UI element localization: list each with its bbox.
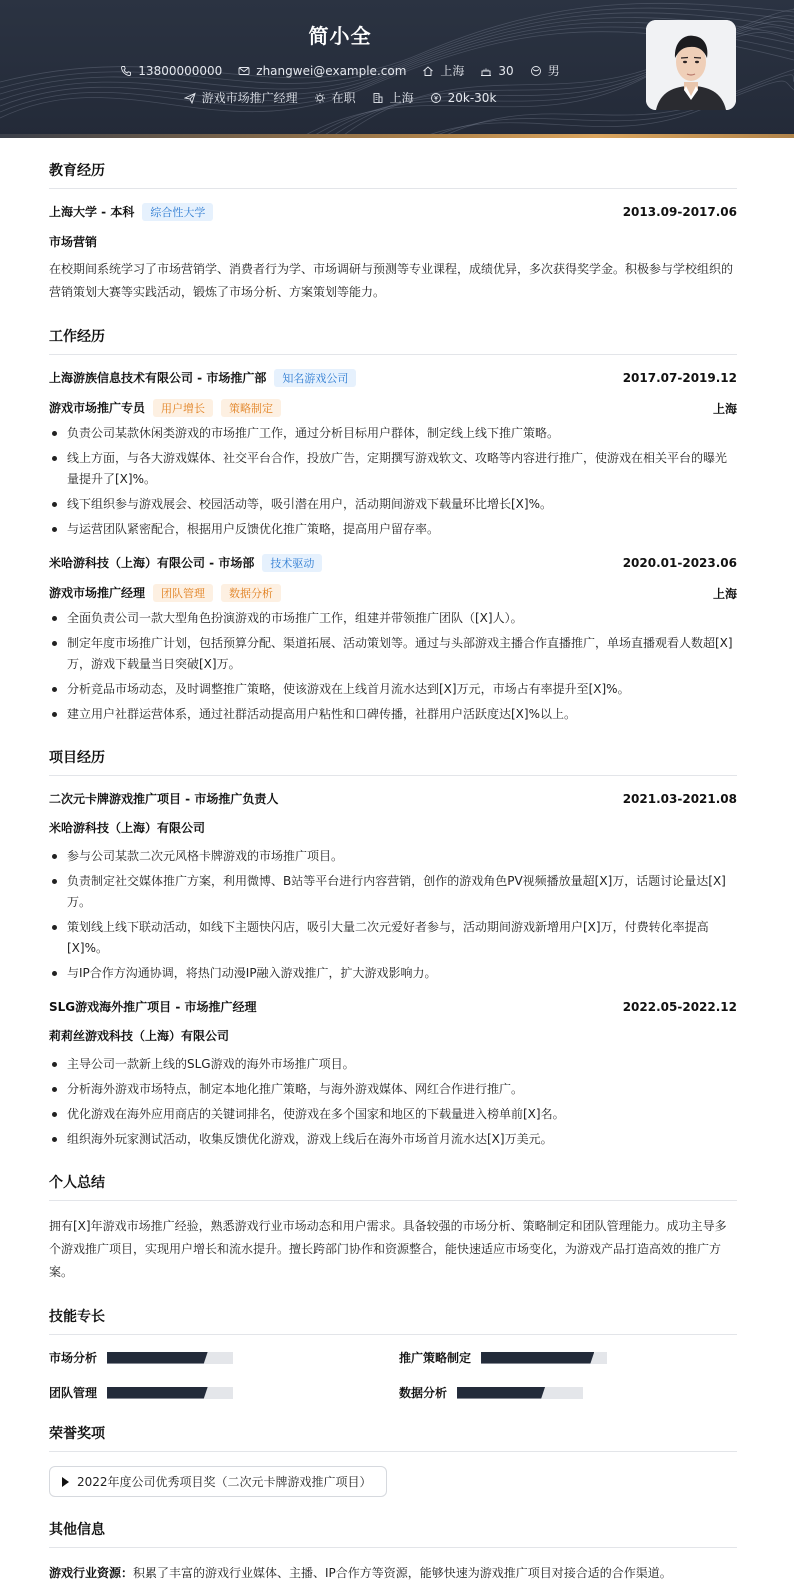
- work-entry-head: [49, 369, 737, 387]
- other-section: [49, 1519, 737, 1585]
- company-tag: 知名游戏公司: [274, 369, 356, 387]
- project-bullets: [49, 1054, 737, 1150]
- skill-bar-fill: [457, 1387, 545, 1399]
- target-city-text: 上海: [389, 91, 414, 105]
- target-role-item: [184, 89, 298, 106]
- skill-bar-fill: [481, 1352, 594, 1364]
- mail-icon: [238, 65, 250, 77]
- email-item: [238, 64, 406, 78]
- work-date: 2017.07-2019.12: [622, 371, 737, 385]
- work-entry: [49, 369, 737, 540]
- summary-text: 拥有[X]年游戏市场推广经验，熟悉游戏行业市场动态和用户需求。具备较强的市场分析、策略制定和团队管理能力。成功主导多个游戏推广项目，实现用户增长和流水提升。擅长跨部门协作和资源整合，能快速适应市场变化，为游戏产品打造高效的推广方案。: [49, 1219, 727, 1279]
- role-row: [49, 399, 737, 417]
- work-date: 2020.01-2023.06: [622, 556, 737, 570]
- work-city: 上海: [712, 586, 737, 601]
- list-item: 参与公司某款二次元风格卡牌游戏的市场推广项目。: [49, 846, 737, 867]
- projects-section: [49, 747, 737, 1150]
- list-item: 负责制定社交媒体推广方案，利用微博、B站等平台进行内容营销，创作的游戏角色PV视频播放量超[X]万，话题讨论量达[X]万。: [49, 871, 737, 913]
- status-icon: [314, 92, 326, 104]
- role-tag: 用户增长: [153, 399, 213, 417]
- work-entry: [49, 554, 737, 725]
- honor-text: 2022年度公司优秀项目奖（二次元卡牌游戏推广项目）: [77, 1475, 372, 1489]
- honors-title: 荣誉奖项: [49, 1423, 737, 1452]
- project-date: 2022.05-2022.12: [622, 999, 737, 1014]
- company-name: 米哈游科技（上海）有限公司 - 市场部: [49, 556, 255, 570]
- cake-icon: [480, 65, 492, 77]
- skill-bar: [481, 1352, 607, 1364]
- list-item: 组织海外玩家测试活动，收集反馈优化游戏，游戏上线后在海外市场首月流水达[X]万美元。: [49, 1129, 737, 1150]
- candidate-name: 简小全: [308, 24, 372, 48]
- skill-item: [399, 1349, 737, 1366]
- age-item: [480, 64, 513, 78]
- resume-header: [0, 0, 794, 138]
- expand-triangle-icon: [62, 1477, 69, 1487]
- project-title: 二次元卡牌游戏推广项目 - 市场推广负责人: [49, 792, 279, 806]
- work-bullets: [49, 423, 737, 540]
- gender-item: [530, 62, 560, 79]
- list-item: 负责公司某款休闲类游戏的市场推广工作，通过分析目标用户群体，制定线上线下推广策略。: [49, 423, 737, 444]
- skill-bar: [107, 1352, 233, 1364]
- role-name: 游戏市场推广经理: [49, 586, 146, 600]
- skills-grid: [49, 1349, 737, 1401]
- work-entry-head: [49, 554, 737, 572]
- project-date: 2021.03-2021.08: [622, 791, 737, 806]
- skill-name: 数据分析: [399, 1386, 448, 1400]
- project-entry: [49, 790, 737, 984]
- skill-bar-fill: [107, 1352, 208, 1364]
- phone-item: [120, 64, 222, 78]
- major: 市场营销: [49, 235, 98, 249]
- role-tag: 策略制定: [221, 399, 281, 417]
- education-title: 教育经历: [49, 160, 737, 189]
- project-company: 米哈游科技（上海）有限公司: [49, 821, 206, 835]
- work-section: [49, 326, 737, 725]
- age-text: 30: [498, 63, 514, 78]
- project-entry: [49, 998, 737, 1150]
- work-bullets: [49, 608, 737, 725]
- skill-item: [49, 1384, 399, 1401]
- list-item: 与IP合作方沟通协调，将热门动漫IP融入游戏推广，扩大游戏影响力。: [49, 963, 737, 984]
- skill-name: 团队管理: [49, 1386, 98, 1400]
- status-text: 在职: [331, 91, 356, 105]
- skill-bar: [457, 1387, 583, 1399]
- school-line: [49, 203, 213, 221]
- other-content: 积累了丰富的游戏行业媒体、主播、IP合作方等资源，能够快速为游戏推广项目对接合适的合作渠道。: [133, 1566, 672, 1580]
- gender-text: 男: [547, 64, 560, 78]
- list-item: 分析海外游戏市场特点，制定本地化推广策略，与海外游戏媒体、网红合作进行推广。: [49, 1079, 737, 1100]
- skill-name: 市场分析: [49, 1351, 98, 1365]
- location-item: [422, 62, 464, 79]
- list-item: 线下组织参与游戏展会、校园活动等，吸引潜在用户，活动期间游戏下载量环比增长[X]%。: [49, 494, 737, 515]
- work-title: 工作经历: [49, 326, 737, 355]
- role-tag: 数据分析: [221, 584, 281, 602]
- school-name: 上海大学 - 本科: [49, 205, 135, 219]
- other-text: [49, 1562, 737, 1585]
- list-item: 策划线上线下联动活动，如线下主题快闪店，吸引大量二次元爱好者参与，活动期间游戏新增用户[X]万，付费转化率提高[X]%。: [49, 917, 737, 959]
- avatar: [646, 20, 736, 110]
- role-row: [49, 584, 737, 602]
- list-item: 主导公司一款新上线的SLG游戏的海外市场推广项目。: [49, 1054, 737, 1075]
- email-text: zhangwei@example.com: [256, 63, 407, 78]
- money-icon: [430, 92, 442, 104]
- skills-section: [49, 1306, 737, 1401]
- project-bullets: [49, 846, 737, 984]
- salary-item: [430, 91, 497, 105]
- location-text: 上海: [440, 64, 465, 78]
- list-item: 建立用户社群运营体系，通过社群活动提高用户粘性和口碑传播，社群用户活跃度达[X]%以上。: [49, 704, 737, 725]
- skill-name: 推广策略制定: [399, 1351, 472, 1365]
- avatar-photo-icon: [646, 20, 736, 110]
- honor-item[interactable]: [49, 1466, 387, 1497]
- projects-title: 项目经历: [49, 747, 737, 776]
- company-name: 上海游族信息技术有限公司 - 市场推广部: [49, 371, 267, 385]
- honors-section: [49, 1423, 737, 1497]
- skills-title: 技能专长: [49, 1306, 737, 1335]
- list-item: 全面负责公司一款大型角色扮演游戏的市场推广工作，组建并带领推广团队（[X]人）。: [49, 608, 737, 629]
- project-company: 莉莉丝游戏科技（上海）有限公司: [49, 1029, 230, 1043]
- education-date: 2013.09-2017.06: [622, 205, 737, 219]
- education-desc: 在校期间系统学习了市场营销学、消费者行为学、市场调研与预测等专业课程，成绩优异，多次获得奖学金。积极参与学校组织的营销策划大赛等实践活动，锻炼了市场分析、方案策划等能力。: [49, 262, 734, 299]
- project-title: SLG游戏海外推广项目 - 市场推广经理: [49, 1000, 257, 1014]
- home-icon: [422, 65, 434, 77]
- phone-text: 13800000000: [138, 63, 223, 78]
- list-item: 与运营团队紧密配合，根据用户反馈优化推广策略，提高用户留存率。: [49, 519, 737, 540]
- education-head: [49, 203, 737, 221]
- project-head: [49, 998, 737, 1015]
- summary-title: 个人总结: [49, 1172, 737, 1201]
- list-item: 分析竞品市场动态，及时调整推广策略，使该游戏在上线首月流水达到[X]万元，市场占有率提升至[X]%。: [49, 679, 737, 700]
- phone-icon: [120, 65, 132, 77]
- role-tag: 团队管理: [153, 584, 213, 602]
- role-name: 游戏市场推广专员: [49, 401, 146, 415]
- other-label: 游戏行业资源：: [49, 1566, 134, 1580]
- target-city-item: [372, 89, 414, 106]
- project-head: [49, 790, 737, 807]
- skill-bar: [107, 1387, 233, 1399]
- list-item: 优化游戏在海外应用商店的关键词排名，使游戏在多个国家和地区的下载量进入榜单前[X]名。: [49, 1104, 737, 1125]
- company-tag: 技术驱动: [262, 554, 322, 572]
- role-line: [49, 584, 281, 602]
- skill-item: [399, 1384, 737, 1401]
- school-tag: 综合性大学: [142, 203, 213, 221]
- company-line: [49, 554, 322, 572]
- skill-bar-fill: [107, 1387, 208, 1399]
- building-icon: [372, 92, 384, 104]
- resume-content: [49, 138, 737, 1585]
- target-role-text: 游戏市场推广经理: [201, 91, 298, 105]
- summary-section: [49, 1172, 737, 1284]
- contact-row: [0, 62, 680, 79]
- status-item: [314, 89, 356, 106]
- salary-text: 20k-30k: [447, 90, 497, 105]
- job-intent-row: [0, 89, 680, 106]
- other-title: 其他信息: [49, 1519, 737, 1548]
- gender-icon: [530, 65, 542, 77]
- education-section: [49, 160, 737, 304]
- role-line: [49, 399, 281, 417]
- work-city: 上海: [712, 401, 737, 416]
- company-line: [49, 369, 356, 387]
- send-icon: [184, 92, 196, 104]
- skill-item: [49, 1349, 399, 1366]
- list-item: 制定年度市场推广计划，包括预算分配、渠道拓展、活动策划等。通过与头部游戏主播合作直播推广，单场直播观看人数超[X]万，游戏下载量当日突破[X]万。: [49, 633, 737, 675]
- list-item: 线上方面，与各大游戏媒体、社交平台合作，投放广告，定期撰写游戏软文、攻略等内容进行推广，使游戏在相关平台的曝光量提升了[X]%。: [49, 448, 737, 490]
